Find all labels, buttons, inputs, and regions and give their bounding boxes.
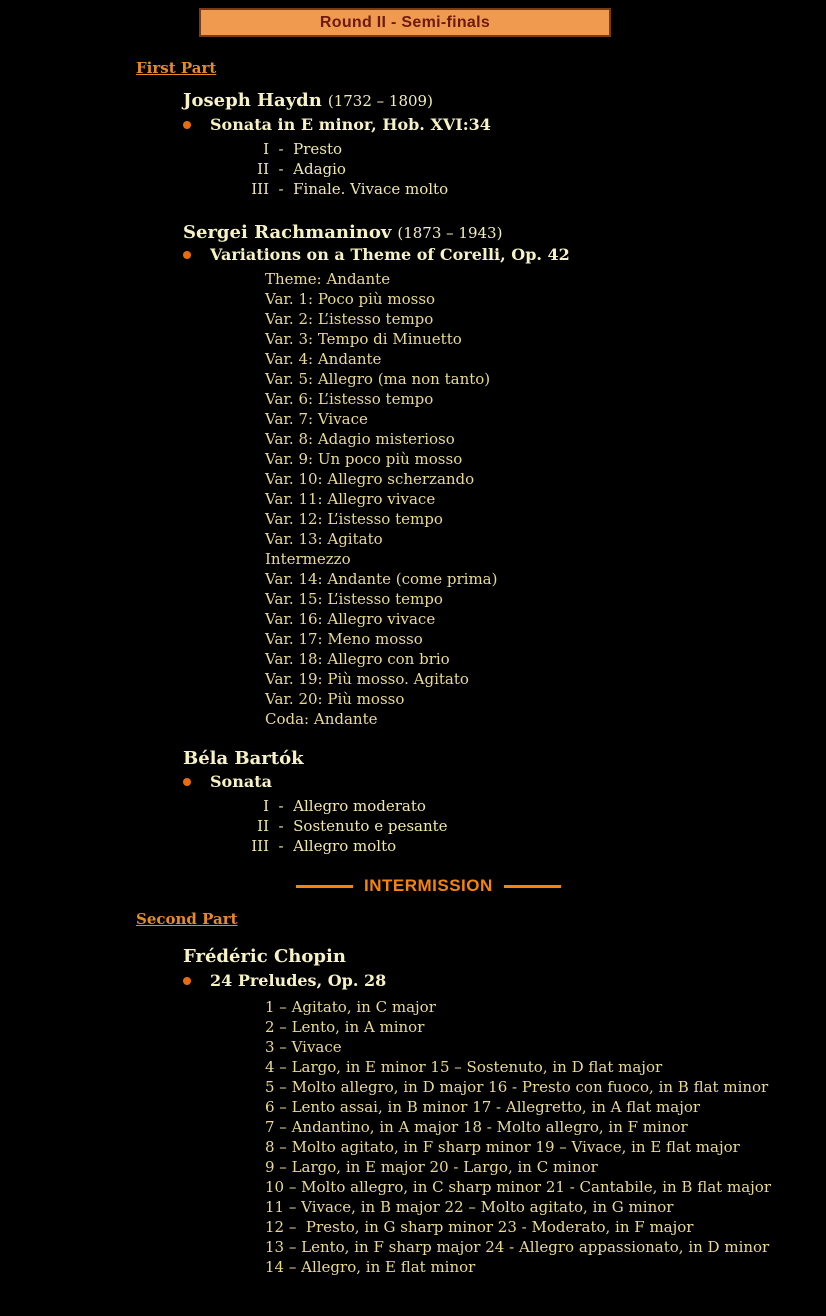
movement-numeral: III <box>251 837 269 855</box>
movement-numeral: II <box>257 160 269 178</box>
composer-name: Sergei Rachmaninov <box>183 222 392 243</box>
prelude-item: 4 – Largo, in E minor 15 – Sostenuto, in D flat major <box>265 1058 663 1076</box>
intermission-label: INTERMISSION <box>364 876 493 895</box>
prelude-item: 14 – Allegro, in E flat minor <box>265 1258 476 1276</box>
variation-item: Var. 13: Agitato <box>265 530 383 548</box>
movement-title: - Allegro moderato <box>269 797 426 815</box>
movement-numeral: III <box>251 180 269 198</box>
composer-name: Frédéric Chopin <box>183 946 346 967</box>
variation-item: Var. 4: Andante <box>265 350 382 368</box>
movement-title: - Adagio <box>269 160 346 178</box>
prelude-item: 10 – Molto allegro, in C sharp minor 21 - Cantabile, in B flat major <box>265 1178 771 1196</box>
bullet-icon <box>183 977 191 985</box>
round-banner <box>199 8 611 37</box>
variation-item: Var. 16: Allegro vivace <box>265 610 436 628</box>
movement-title: - Presto <box>269 140 343 158</box>
bullet-icon <box>183 251 191 259</box>
work-title: 24 Preludes, Op. 28 <box>210 971 387 990</box>
round-banner-label: Round II - Semi-finals <box>319 13 491 31</box>
prelude-item: 3 – Vivace <box>265 1038 342 1056</box>
composer-name: Joseph Haydn <box>183 90 322 111</box>
composer-heading-rachmaninov <box>183 222 502 243</box>
bullet-icon <box>183 121 191 129</box>
prelude-item: 8 – Molto agitato, in F sharp minor 19 – Vivace, in E flat major <box>265 1138 740 1156</box>
composer-heading-chopin <box>183 946 346 967</box>
movement-title: - Allegro molto <box>269 837 397 855</box>
movement-numeral: II <box>257 817 269 835</box>
variation-item: Var. 19: Più mosso. Agitato <box>265 670 469 688</box>
variation-item: Var. 15: L’istesso tempo <box>265 590 443 608</box>
movement-numeral: I <box>263 140 269 158</box>
variation-item: Var. 17: Meno mosso <box>265 630 423 648</box>
movement-list-haydn <box>232 139 448 199</box>
composer-dates: (1873 – 1943) <box>397 224 503 242</box>
second-part-link[interactable]: Second Part <box>136 910 238 928</box>
prelude-item: 2 – Lento, in A minor <box>265 1018 425 1036</box>
work-title: Sonata <box>210 772 272 791</box>
work-line-bartok <box>183 772 272 791</box>
composer-heading-haydn <box>183 90 433 111</box>
variation-item: Var. 14: Andante (come prima) <box>265 570 498 588</box>
variation-item: Var. 1: Poco più mosso <box>265 290 436 308</box>
movement-item <box>232 159 448 179</box>
variation-item: Var. 11: Allegro vivace <box>265 490 436 508</box>
movement-numeral: I <box>263 797 269 815</box>
variation-item: Var. 12: L’istesso tempo <box>265 510 443 528</box>
intermission-divider <box>296 876 561 896</box>
variation-item: Var. 2: L’istesso tempo <box>265 310 434 328</box>
bullet-icon <box>183 778 191 786</box>
prelude-item: 11 – Vivace, in B major 22 – Molto agitato, in G minor <box>265 1198 674 1216</box>
prelude-item: 13 – Lento, in F sharp major 24 - Allegro appassionato, in D minor <box>265 1238 770 1256</box>
variation-item: Var. 3: Tempo di Minuetto <box>265 330 462 348</box>
composer-name: Béla Bartók <box>183 748 304 769</box>
movement-title: - Finale. Vivace molto <box>269 180 449 198</box>
first-part-link[interactable]: First Part <box>136 59 217 77</box>
intermission-rule-left <box>296 885 353 888</box>
prelude-item: 1 – Agitato, in C major <box>265 998 436 1016</box>
movement-list-bartok <box>232 796 448 856</box>
movement-item <box>232 179 448 199</box>
prelude-item: 6 – Lento assai, in B minor 17 - Allegretto, in A flat major <box>265 1098 701 1116</box>
variation-item: Var. 9: Un poco più mosso <box>265 450 463 468</box>
movement-title: - Sostenuto e pesante <box>269 817 448 835</box>
composer-dates: (1732 – 1809) <box>327 92 433 110</box>
work-title: Sonata in E minor, Hob. XVI:34 <box>210 115 491 134</box>
prelude-list-chopin <box>265 997 771 1277</box>
variation-item: Theme: Andante <box>265 270 391 288</box>
variation-item: Var. 8: Adagio misterioso <box>265 430 455 448</box>
variation-item: Var. 5: Allegro (ma non tanto) <box>265 370 491 388</box>
variation-item: Var. 6: L’istesso tempo <box>265 390 434 408</box>
work-line-chopin <box>183 971 386 990</box>
work-line-haydn <box>183 115 491 134</box>
variation-item: Var. 10: Allegro scherzando <box>265 470 475 488</box>
composer-heading-bartok <box>183 748 304 769</box>
prelude-item: 12 – Presto, in G sharp minor 23 - Moderato, in F major <box>265 1218 694 1236</box>
variation-list-rachmaninov <box>265 269 497 729</box>
variation-item: Coda: Andante <box>265 710 378 728</box>
prelude-item: 9 – Largo, in E major 20 - Largo, in C minor <box>265 1158 598 1176</box>
movement-item <box>232 816 448 836</box>
variation-item: Var. 20: Più mosso <box>265 690 405 708</box>
variation-item: Var. 7: Vivace <box>265 410 368 428</box>
intermission-rule-right <box>504 885 561 888</box>
movement-item <box>232 836 448 856</box>
prelude-item: 5 – Molto allegro, in D major 16 - Presto con fuoco, in B flat minor <box>265 1078 769 1096</box>
variation-item: Intermezzo <box>265 550 351 568</box>
movement-item <box>232 796 448 816</box>
prelude-item: 7 – Andantino, in A major 18 - Molto allegro, in F minor <box>265 1118 688 1136</box>
work-line-rachmaninov <box>183 245 570 264</box>
work-title: Variations on a Theme of Corelli, Op. 42 <box>210 245 570 264</box>
movement-item <box>232 139 448 159</box>
variation-item: Var. 18: Allegro con brio <box>265 650 450 668</box>
